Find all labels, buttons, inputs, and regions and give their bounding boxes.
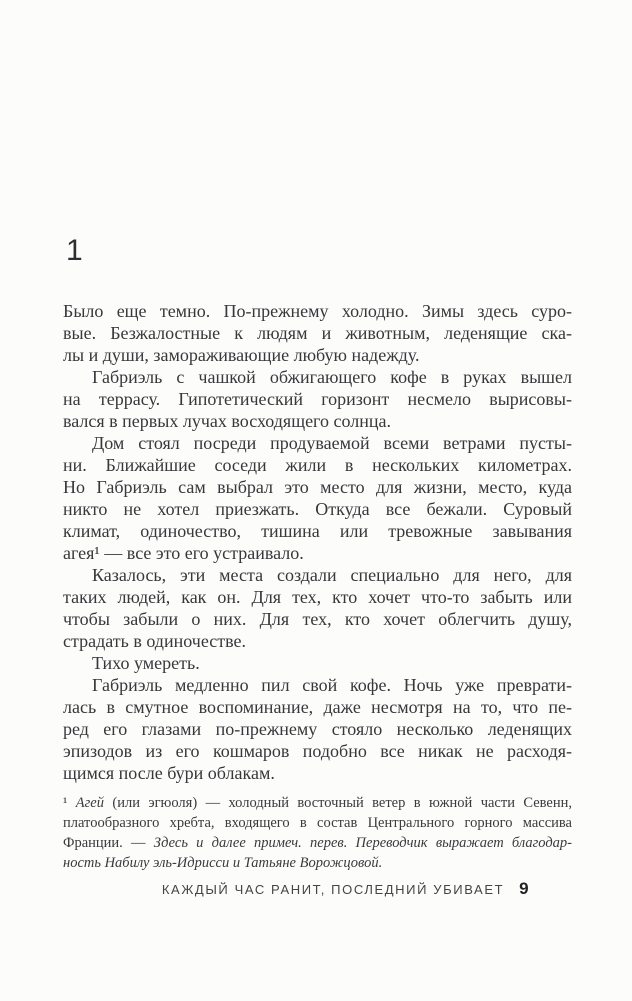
text-line: ред его глазами по-прежнему стояло несколько леденящих <box>63 719 572 739</box>
body-text <box>63 300 572 784</box>
text-line: Дом стоял посреди продуваемой всеми ветрами пусты- <box>92 433 572 453</box>
footnote-segment: платообразного хребта, входящего в состав Центрального горного массива <box>63 815 572 831</box>
footnote <box>63 793 572 873</box>
text-line: таких людей, как он. Для тех, кто хочет что-то забыть или <box>63 587 572 607</box>
text-line: чтобы забыли о них. Для тех, кто хочет облегчить душу, <box>63 609 572 629</box>
text-line: климат, одиночество, тишина или тревожные завывания <box>63 521 572 541</box>
text-line: вался в первых лучах восходящего солнца. <box>63 411 391 431</box>
paragraph <box>63 300 572 366</box>
text-line: Габриэль с чашкой обжигающего кофе в руках вышел <box>92 367 572 387</box>
paragraph <box>63 674 572 784</box>
footnote-line <box>63 813 572 833</box>
text-line: Габриэль медленно пил свой кофе. Ночь уже преврати- <box>92 675 572 695</box>
text-line: никто не хотел приезжать. Откуда все бежали. Суровый <box>63 499 572 519</box>
footnote-italic-segment: ность Набилу эль-Идрисси и Татьяне Ворожцовой. <box>63 855 383 871</box>
footnote-segment: (или эгюоля) — холодный восточный ветер в южной части Севенн, <box>103 795 572 811</box>
paragraph <box>63 432 572 564</box>
footnote-segment: ¹ <box>63 795 76 811</box>
text-line: страдать в одиночестве. <box>63 631 246 651</box>
text-line: вые. Безжалостные к людям и животным, леденящие ска- <box>63 323 572 343</box>
paragraph <box>63 652 572 674</box>
text-line: Казалось, эти места создали специально для него, для <box>92 565 572 585</box>
page-number: 9 <box>519 879 530 898</box>
text-line: Но Габриэль сам выбрал это место для жизни, место, куда <box>63 477 572 497</box>
text-line: Тихо умереть. <box>92 653 200 673</box>
footnote-line <box>63 853 572 873</box>
page-footer <box>91 879 600 899</box>
paragraph <box>63 564 572 652</box>
footnote-line <box>63 833 572 853</box>
text-line: эпизодов из его кошмаров подобно все никак не расходя- <box>63 741 572 761</box>
paragraph <box>63 366 572 432</box>
text-line: на террасу. Гипотетический горизонт несмело вырисовы- <box>63 389 572 409</box>
text-line: лась в смутное воспоминание, даже несмотря на то, что пе- <box>63 697 572 717</box>
footnote-segment: Франции. — <box>63 835 154 851</box>
text-line: Было еще темно. По-прежнему холодно. Зимы здесь суро- <box>63 301 572 321</box>
footnote-italic-segment: Агей <box>75 795 104 811</box>
text-line: агея¹ — все это его устраивало. <box>63 543 304 563</box>
running-title: КАЖДЫЙ ЧАС РАНИТ, ПОСЛЕДНИЙ УБИВАЕТ <box>161 882 505 897</box>
text-line: лы и души, замораживающие любую надежду. <box>63 345 420 365</box>
footnote-italic-segment: Здесь и далее примеч. перев. Переводчик выражает благодар- <box>153 835 572 851</box>
text-line: ни. Ближайшие соседи жили в нескольких километрах. <box>63 455 572 475</box>
text-line: щимся после бури облакам. <box>63 763 275 783</box>
footnote-line <box>63 793 572 813</box>
chapter-number: 1 <box>66 234 83 267</box>
